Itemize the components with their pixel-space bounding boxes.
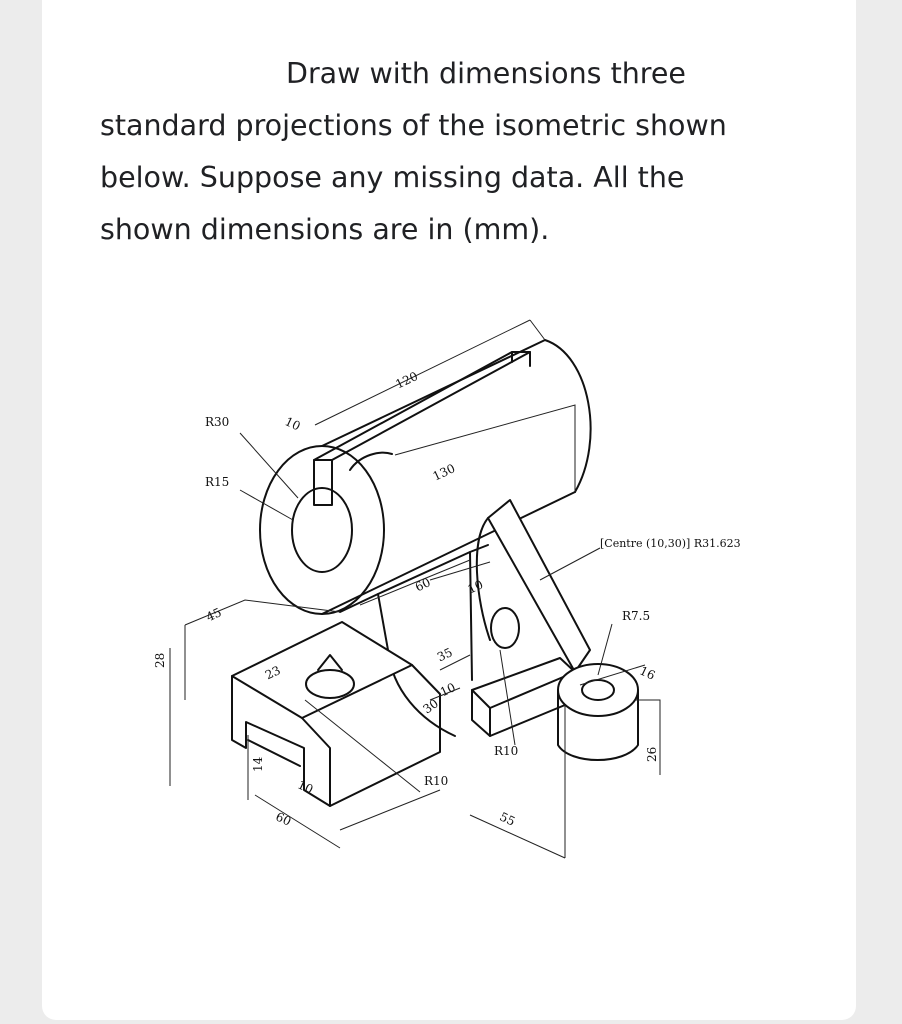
base-block bbox=[232, 622, 440, 806]
dim-r7-5: R7.5 bbox=[622, 609, 651, 623]
dim-14: 14 bbox=[251, 756, 265, 772]
dim-10-top: 10 bbox=[282, 414, 303, 434]
dim-60-mid: 60 bbox=[412, 575, 433, 595]
dim-23: 23 bbox=[262, 663, 283, 683]
right-boss bbox=[558, 664, 638, 760]
dim-r15: R15 bbox=[205, 475, 230, 489]
dim-30: 30 bbox=[420, 696, 442, 717]
dim-centre-note: [Centre (10,30)] R31.623 bbox=[600, 537, 741, 550]
dim-45: 45 bbox=[203, 605, 224, 625]
dim-16: 16 bbox=[637, 663, 658, 683]
dim-10-base: 10 bbox=[295, 777, 316, 797]
dim-10-low: 10 bbox=[437, 680, 458, 700]
question-line: standard projections of the isometric shown bbox=[100, 109, 727, 142]
dim-120: 120 bbox=[393, 369, 421, 392]
dim-35: 35 bbox=[434, 645, 455, 665]
dim-28: 28 bbox=[153, 652, 167, 668]
dim-r30: R30 bbox=[205, 415, 230, 429]
dim-26: 26 bbox=[645, 746, 659, 762]
dim-130: 130 bbox=[430, 461, 458, 484]
dim-55: 55 bbox=[497, 809, 518, 829]
dim-60-base: 60 bbox=[273, 809, 294, 829]
dim-r10-base: R10 bbox=[424, 774, 449, 788]
question-line: shown dimensions are in (mm). bbox=[100, 213, 550, 246]
question-line: below. Suppose any missing data. All the bbox=[100, 161, 685, 194]
dim-10-mid: 10 bbox=[465, 577, 486, 597]
dim-r10-arm: R10 bbox=[494, 744, 519, 758]
question-line: Draw with dimensions three bbox=[286, 57, 686, 90]
